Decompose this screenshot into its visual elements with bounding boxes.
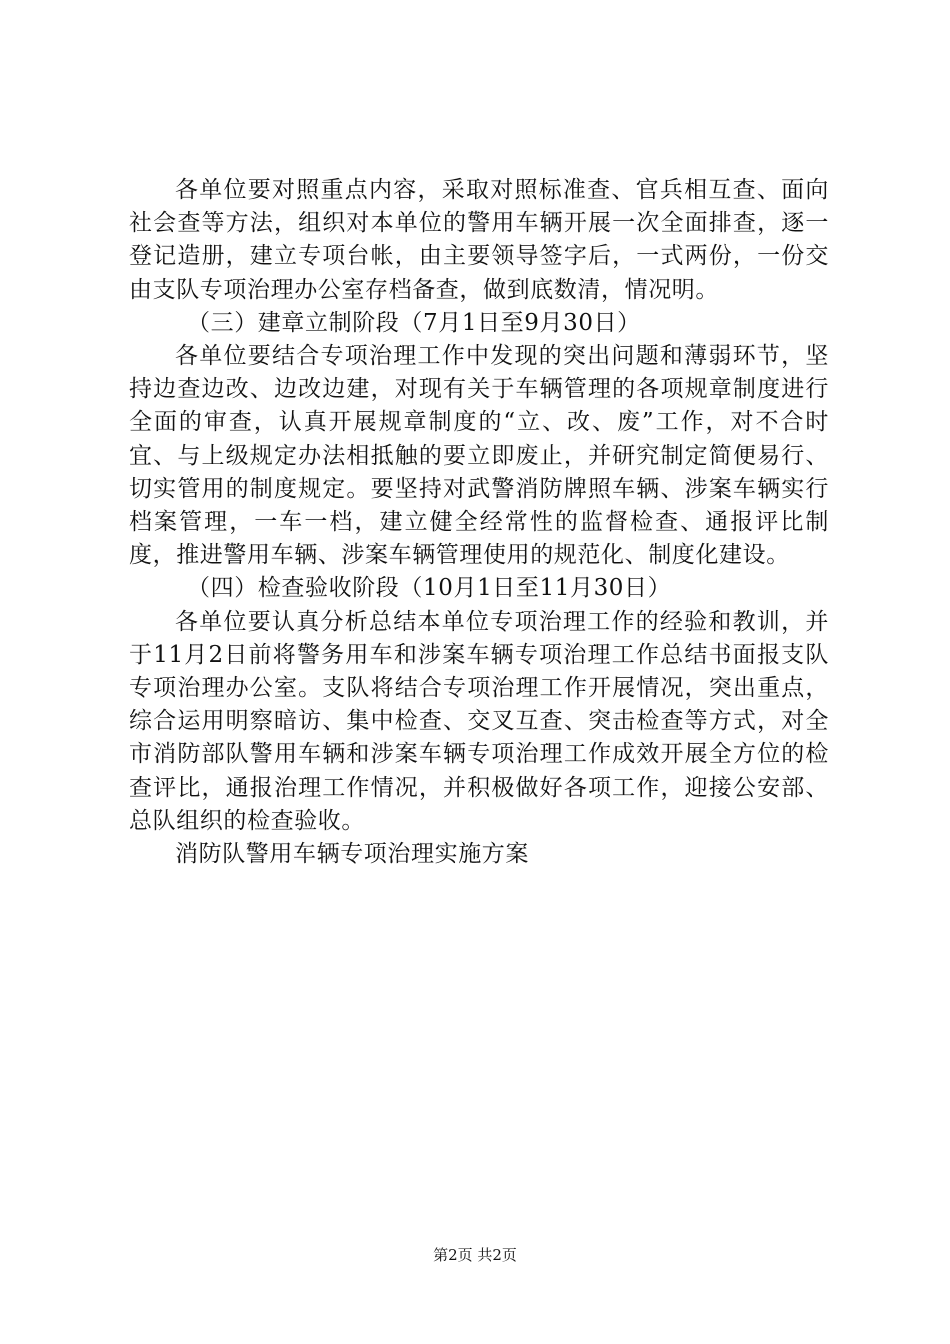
document-closing-title: 消防队警用车辆专项治理实施方案 bbox=[175, 841, 529, 868]
paragraph-rules-stage: 各单位要结合专项治理工作中发现的突出问题和薄弱环节，坚持边查边改、边改边建，对现有关于车辆管理的各项规章制度进行全面的审查，认真开展规章制度的“立、改、废”工作，对不合时宜、与上级规定办法相抵触的要立即废止，并研究制定简便易行、切实管用的制度规定。要坚持对武警消防牌照车辆、涉案车辆实行档案管理，一车一档，建立健全经常性的监督检查、通报评比制度，推进警用车辆、涉案车辆管理使用的规范化、制度化建设。 bbox=[129, 343, 829, 569]
section-heading-rules-stage: （三）建章立制阶段（7月1日至9月30日） bbox=[187, 309, 641, 336]
section-heading-acceptance-stage: （四）检查验收阶段（10月1日至11月30日） bbox=[187, 575, 672, 602]
page-number-footer: 第2页 共2页 bbox=[433, 1246, 517, 1264]
paragraph-inspection-registration: 各单位要对照重点内容，采取对照标准查、官兵相互查、面向社会查等方法，组织对本单位的警用车辆开展一次全面排查，逐一登记造册，建立专项台帐，由主要领导签字后，一式两份，一份交由支队专项治理办公室存档备查，做到底数清，情况明。 bbox=[129, 177, 829, 303]
document-body bbox=[129, 174, 829, 871]
paragraph-acceptance-stage: 各单位要认真分析总结本单位专项治理工作的经验和教训，并于11月2日前将警务用车和涉案车辆专项治理工作总结书面报支队专项治理办公室。支队将结合专项治理工作开展情况，突出重点，综合运用明察暗访、集中检查、交叉互查、突击检查等方式，对全市消防部队警用车辆和涉案车辆专项治理工作成效开展全方位的检查评比，通报治理工作情况，并积极做好各项工作，迎接公安部、总队组织的检查验收。 bbox=[129, 608, 829, 834]
